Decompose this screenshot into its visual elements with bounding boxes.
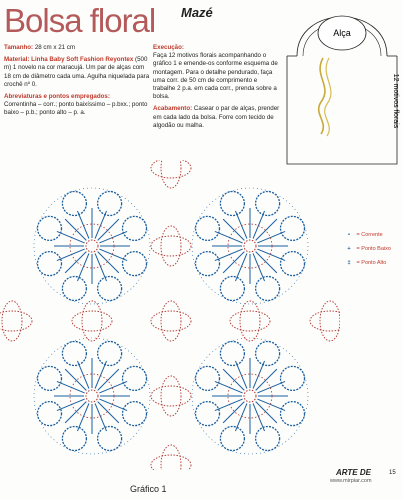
motif-center-ring — [86, 390, 98, 402]
motif-petal — [62, 342, 86, 366]
size-line — [4, 44, 150, 52]
motif-spoke — [98, 219, 119, 240]
single-crochet-symbol: + — [347, 246, 351, 252]
motif-spoke — [65, 369, 86, 390]
connector-leaf — [230, 311, 270, 331]
legend-label-single: = Ponto Baixo — [356, 246, 391, 252]
page-number: 15 — [389, 470, 396, 476]
size-label: Tamanho: — [4, 44, 34, 51]
connector-leaf — [161, 226, 181, 266]
legend-label-chain: = Corrente — [356, 232, 383, 238]
motif-petal — [98, 276, 122, 300]
legend-item-double — [343, 260, 391, 274]
motif-petal — [98, 426, 122, 450]
motif-petal — [98, 342, 122, 366]
motif-petal — [256, 192, 280, 216]
author-name: Mazé — [181, 5, 213, 20]
motif-outer-ring — [192, 338, 308, 454]
legend-item-single — [343, 246, 391, 260]
motif-outer-ring — [192, 188, 308, 304]
motif-petal — [256, 342, 280, 366]
finish-paragraph — [153, 105, 281, 130]
legend-label-double: = Ponto Alto — [356, 260, 387, 266]
execution-title: Execução: — [153, 44, 184, 51]
material-text: (500 m) 1 novelo na cor maracujá. Um par de alças com 18 cm de diâmetro cada uma. Agulha niquelada para crochê nº 0. — [4, 56, 150, 88]
motif-petal — [280, 402, 304, 426]
motif-center-ring — [86, 240, 98, 252]
watermark: www.mirpiar.com — [330, 478, 372, 484]
motif-petal — [62, 192, 86, 216]
abbreviations-title: Abreviaturas e pontos empregados: — [4, 92, 110, 100]
stitch-legend — [343, 232, 391, 274]
connector-leaf — [161, 160, 181, 188]
motif-petal — [196, 402, 220, 426]
instructions-column — [153, 44, 281, 134]
motif-spoke — [223, 369, 244, 390]
hanging-cord-1 — [319, 58, 325, 134]
motif-petal — [220, 192, 244, 216]
bag-assembly-diagram — [283, 6, 401, 166]
motif-petal — [256, 276, 280, 300]
motif-petal — [122, 252, 146, 276]
connector-leaf — [151, 160, 191, 178]
motif-spoke — [223, 252, 244, 273]
motif-petal — [220, 342, 244, 366]
chain-symbol: • — [348, 232, 350, 238]
material-paragraph — [4, 56, 150, 89]
motif-spoke — [98, 252, 119, 273]
motif-petal — [196, 216, 220, 240]
crochet-chart — [0, 160, 340, 470]
motif-petal — [62, 426, 86, 450]
motif-spoke — [98, 402, 119, 423]
connector-leaf — [240, 301, 260, 341]
execution-text: Faça 12 motivos florais acompanhando o gráfico 1 e emende-os conforme esquema de montagem. Para o detalhe pendurado, faça uma corr. de 50 cm de comprimento e trabalhe 2 p.a. em cada corr., prenda sobre a bolsa. — [153, 52, 278, 101]
connector-leaf — [0, 311, 32, 331]
motif-spoke — [223, 219, 244, 240]
connector-leaf — [151, 236, 191, 256]
page-title: Bolsa floral — [4, 2, 156, 39]
motif-outer-ring — [34, 188, 150, 304]
double-crochet-symbol: ‡ — [347, 260, 351, 266]
motif-spoke — [223, 402, 244, 423]
motif-petal — [280, 252, 304, 276]
motif-grid — [0, 160, 340, 470]
side-label: 12 motivos florais — [392, 73, 399, 129]
motif-petal — [38, 216, 62, 240]
connector-leaf — [320, 301, 340, 341]
motif-petal — [196, 252, 220, 276]
motif-center-ring — [244, 390, 256, 402]
hanging-cord-2 — [325, 58, 331, 136]
motif-petal — [196, 366, 220, 390]
motif-petal — [122, 402, 146, 426]
connector-leaf — [82, 301, 102, 341]
graph-caption: Gráfico 1 — [130, 484, 167, 494]
size-value: 28 cm x 21 cm — [33, 44, 76, 51]
finish-text: Casear o par de alças, prender em cada lado da bolsa. Forre com tecido de algodão ou malha. — [153, 105, 280, 129]
bag-outline — [287, 56, 397, 164]
motif-petal — [122, 216, 146, 240]
connector-leaf — [310, 311, 340, 331]
motif-petal — [220, 426, 244, 450]
abbreviations-paragraph — [4, 93, 150, 118]
motif-spoke — [98, 369, 119, 390]
motif-spoke — [256, 252, 277, 273]
connector-leaf — [2, 301, 22, 341]
connector-leaf — [151, 311, 191, 331]
motif-outer-ring — [34, 338, 150, 454]
motif-petal — [256, 426, 280, 450]
finish-label: Acabamento: — [153, 105, 193, 113]
motif-center-ring — [244, 240, 256, 252]
motif-spoke — [65, 402, 86, 423]
motif-petal — [62, 276, 86, 300]
handle-label: Alça — [333, 28, 351, 38]
motif-petal — [38, 366, 62, 390]
connector-leaf — [72, 311, 112, 331]
motif-spoke — [65, 219, 86, 240]
motif-spoke — [65, 252, 86, 273]
motif-spoke — [256, 219, 277, 240]
motif-petal — [280, 216, 304, 240]
motif-spoke — [256, 402, 277, 423]
motif-petal — [122, 366, 146, 390]
connector-leaf — [151, 455, 191, 470]
execution-paragraph — [153, 44, 281, 101]
legend-item-chain — [343, 232, 391, 246]
material-label: Material: Linha Baby Soft Fashion Reyontex — [4, 56, 134, 64]
motif-petal — [98, 192, 122, 216]
motif-petal — [38, 252, 62, 276]
magazine-name: ARTE DE — [336, 468, 371, 477]
motif-petal — [38, 402, 62, 426]
abbreviations-text: Correntinha – corr.; ponto baixíssimo – p.bxx.; ponto baixo – p.b.; ponto alto – p. a. — [4, 101, 148, 117]
motif-petal — [220, 276, 244, 300]
connector-leaf — [161, 376, 181, 416]
motif-spoke — [256, 369, 277, 390]
connector-leaf — [161, 301, 181, 341]
materials-column — [4, 44, 150, 122]
motif-petal — [280, 366, 304, 390]
connector-leaf — [161, 445, 181, 470]
connector-leaf — [151, 386, 191, 406]
